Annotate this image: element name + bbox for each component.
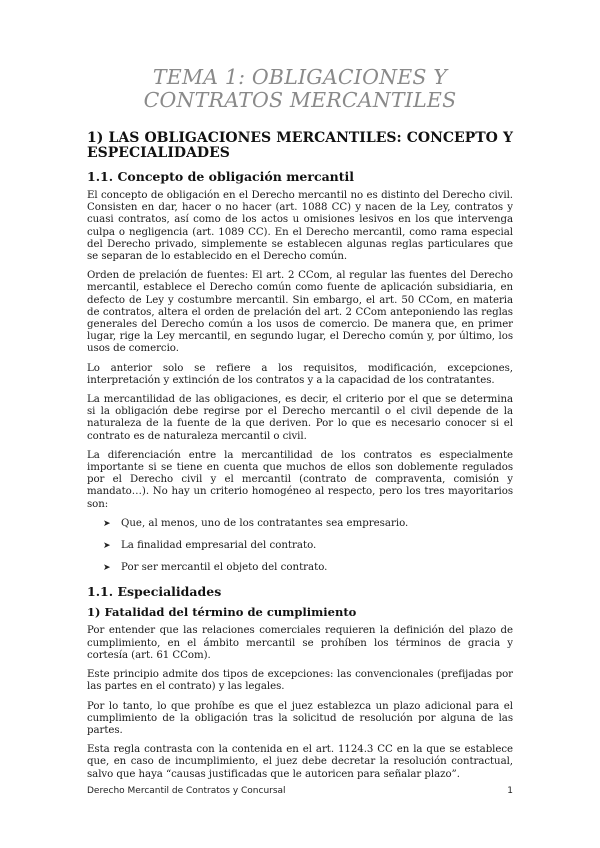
arrowhead-bullet-icon: ➤: [103, 518, 111, 529]
footer-course-title: Derecho Mercantil de Contratos y Concursal: [87, 786, 286, 796]
page-content: [87, 66, 513, 788]
paragraph-diferenciacion: La diferenciación entre la mercantilidad de los contratos es especialmente importante si se tiene en cuenta que muchos de ellos son doblemente regulados por el Derecho civil y el mercantil (contrato de compraventa, comisión y mandato…). No hay un criterio homogéneo al respecto, pero los tres mayoritarios son:: [87, 449, 513, 510]
list-item: [87, 562, 513, 574]
paragraph-prelacion: Orden de prelación de fuentes: El art. 2 CCom, al regular las fuentes del Derecho mercantil, establece el Derecho común como fuente de aplicación subsidiaria, en defecto de Ley y costumbre mercantil. Sin embargo, el art. 50 CCom, en materia de contratos, altera el orden de prelación del art. 2 CCom anteponiendo las reglas generales del Derecho común a los usos de comercio. De manera que, en primer lugar, rige la Ley mercantil, en segundo lugar, el Derecho común y, por último, los usos de comercio.: [87, 270, 513, 355]
paragraph-excepciones: Este principio admite dos tipos de excepciones: las convencionales (prefijadas por las partes en el contrato) y las legales.: [87, 669, 513, 693]
list-item-text: Por ser mercantil el objeto del contrato.: [121, 562, 328, 574]
section-heading-obligaciones: 1) LAS OBLIGACIONES MERCANTILES: CONCEPTO Y ESPECIALIDADES: [87, 130, 513, 161]
subsection-heading-concepto: 1.1. Concepto de obligación mercantil: [87, 169, 355, 184]
paragraph-requisitos: Lo anterior solo se refiere a los requisitos, modificación, excepciones, interpretación y extinción de los contratos y a la capacidad de los contratantes.: [87, 362, 513, 386]
subsection-heading-especialidades: 1.1. Especialidades: [87, 584, 222, 600]
paragraph-concepto: El concepto de obligación en el Derecho mercantil no es distinto del Derecho civil. Consisten en dar, hacer o no hacer (art. 1088 CC) y nacen de la Ley, contratos y cuasi contratos, así como de los actos u omisiones lesivos en los que intervenga culpa o negligencia (art. 1089 CC). En el Derecho mercantil, como rama especial del Derecho privado, simplemente se establecen algunas reglas particulares que se separan de lo establecido en el Derecho común.: [87, 190, 513, 263]
list-item-text: La finalidad empresarial del contrato.: [121, 540, 317, 552]
paragraph-mercantilidad: La mercantilidad de las obligaciones, es decir, el criterio por el que se determina si la obligación debe regirse por el Derecho mercantil o el civil depende de la naturaleza de la fuente de la que deriven. Por lo que es necesario conocer si el contrato es de naturaleza mercantil o civil.: [87, 394, 513, 442]
criteria-list: [87, 518, 513, 575]
paragraph-juez: Por lo tanto, lo que prohíbe es que el juez establezca un plazo adicional para el cumplimiento de la obligación tras la solicitud de resolución por alguna de las partes.: [87, 700, 513, 736]
arrowhead-bullet-icon: ➤: [103, 563, 111, 574]
list-item-text: Que, al menos, uno de los contratantes sea empresario.: [121, 517, 409, 529]
document-title: TEMA 1: OBLIGACIONES Y CONTRATOS MERCANTILES: [143, 65, 457, 112]
list-item: [87, 518, 513, 530]
paragraph-contraste: Esta regla contrasta con la contenida en el art. 1124.3 CC en la que se establece que, en caso de incumplimiento, el juez debe decretar la resolución contractual, salvo que haya “causas justificadas que le autoricen para señalar plazo”.: [87, 744, 513, 780]
list-item: [87, 540, 513, 552]
footer-page-number: 1: [507, 786, 513, 796]
paragraph-plazo: Por entender que las relaciones comerciales requieren la definición del plazo de cumplimiento, en el ámbito mercantil se prohíben los términos de gracia y cortesía (art. 61 CCom).: [87, 625, 513, 661]
arrowhead-bullet-icon: ➤: [103, 541, 111, 552]
subsubsection-heading-fatalidad: 1) Fatalidad del término de cumplimiento: [87, 605, 357, 620]
